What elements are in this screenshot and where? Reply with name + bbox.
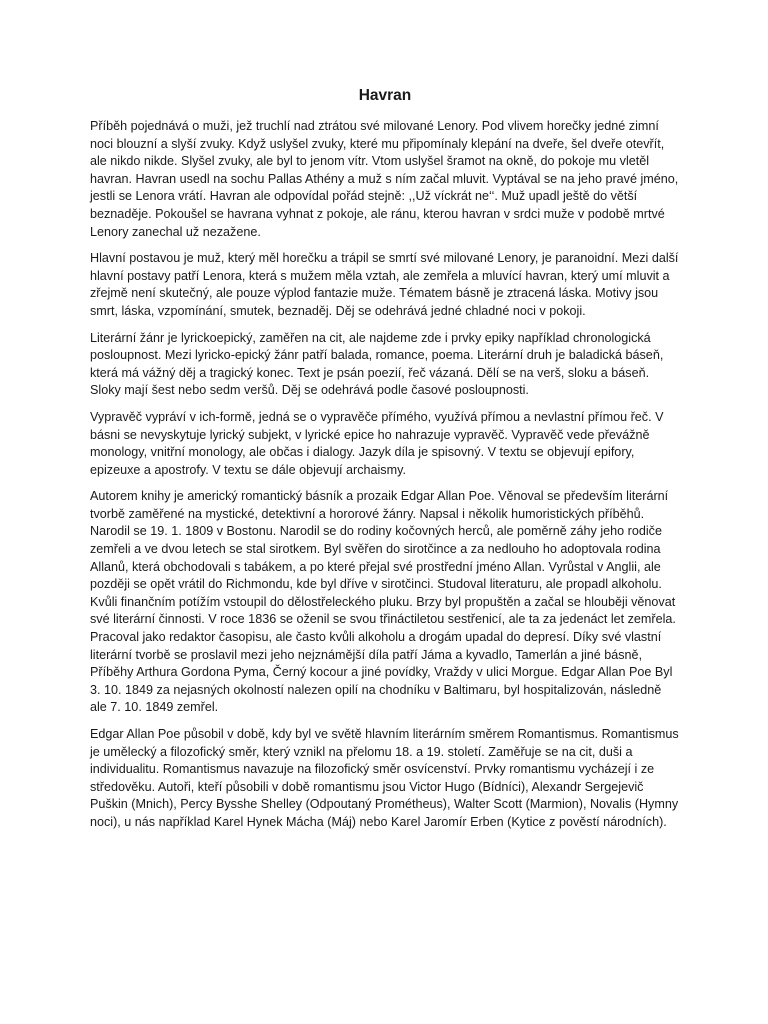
paragraph-characters: Hlavní postavou je muž, který měl horečku a trápil se smrtí své milované Lenory, je paranoidní. Mezi další hlavní postavy patří Lenora, která s mužem měla vztah, ale zemřela a mluvící havran, který umí mluvit a zřejmě není skutečný, ale pouze výplod fantazie muže. Tématem básně je ztracená láska. Motivy jsou smrt, láska, vzpomínání, smutek, beznaděj. Děj se odehrává jedné chladné noci v pokoji.: [90, 251, 679, 318]
document-page: [90, 86, 680, 841]
paragraph-author: Autorem knihy je americký romantický básník a prozaik Edgar Allan Poe. Věnoval se především literární tvorbě zaměřené na mystické, detektivní a hororové žánry. Napsal i několik humoristických příběhů. Narodil se 19. 1. 1809 v Bostonu. Narodil se do rodiny kočovných herců, ale poměrně záhy jeho rodiče zemřeli a ve dvou letech se stal sirotkem. Byl svěřen do sirotčince a za nedlouho ho adoptovala rodina Allanů, která obchodovali s tabákem, a po které přejal své prostřední jméno Allan. Vyrůstal v Anglii, ale později se opět vrátil do Richmondu, kde byl dříve v sirotčinci. Studoval literaturu, ale propadl alkoholu. Kvůli finančním potížím vstoupil do dělostřeleckého pluku. Brzy byl propuštěn a začal se hlouběji věnovat své literární činnosti. V roce 1836 se oženil se svou třináctiletou sestřenicí, ale ta za jedenáct let zemřela. Pracoval jako redaktor časopisu, ale často kvůli alkoholu a drogám upadal do depresí. Díky své vlastní literární tvorbě se proslavil mezi jeho nejznámější díla patří Jáma a kyvadlo, Tamerlán a jiné básně, Příběhy Arthura Gordona Pyma, Černý kocour a jiné povídky, Vraždy v ulici Morgue. Edgar Allan Poe Byl 3. 10. 1849 za nejasných okolností nalezen opilí na chodníku v Baltimaru, byl hospitalizován, následně ale 7. 10. 1849 zemřel.: [90, 489, 676, 715]
document-title: Havran: [358, 87, 412, 104]
paragraph-romanticism: Edgar Allan Poe působil v době, kdy byl ve světě hlavním literárním směrem Romantismus. Romantismus je umělecký a filozofický směr, který vznikl na přelomu 18. a 19. století. Zaměřuje se na cit, duši a individualitu. Romantismus navazuje na filozofický směr osvícenství. Prvky romantismu vycházejí i ze středověku. Autoři, kteří působili v době romantismu jsou Victor Hugo (Bídníci), Alexandr Sergejevič Puškin (Mnich), Percy Bysshe Shelley (Odpoutaný Prométheus), Walter Scott (Marmion), Novalis (Hymny noci), u nás například Karel Hynek Mácha (Máj) nebo Karel Jaromír Erben (Kytice z pověstí národních).: [90, 727, 679, 829]
paragraph-narrator: Vypravěč vypráví v ich-formě, jedná se o vypravěče přímého, využívá přímou a nevlastní přímou řeč. V básni se nevyskytuje lyrický subjekt, v lyrické epice ho nahrazuje vypravěč. Vypravěč vede převážně monology, vnitřní monology, ale občas i dialogy. Jazyk díla je spisovný. V textu se objevují epifory, epizeuxe a apostrofy. V textu se dále objevují archaismy.: [90, 409, 664, 477]
paragraph-plot: Příběh pojednává o muži, jež truchlí nad ztrátou své milované Lenory. Pod vlivem horečky jedné zimní noci blouzní a slyší zvuky. Když uslyšel zvuky, které mu připomínaly klepání na dveře, šel dveře otevřít, ale nikdo nikde. Slyšel zvuky, ale byl to jenom vítr. Vtom uslyšel šramot na okně, do pokoje mu vletěl havran. Havran usedl na sochu Pallas Athény a muž s ním začal mluvit. Vyptával se na jeho pravé jméno, jestli se Lenora vrátí. Havran ale odpovídal pořád stejně: ,,Už víckrát ne‘‘. Muž upadl ještě do větší beznaděje. Pokoušel se havrana vyhnat z pokoje, ale ránu, kterou havran v srdci muže v podobě mrtvé Lenory zanechal už nezažene.: [90, 119, 679, 239]
paragraph-genre: Literární žánr je lyrickoepický, zaměřen na cit, ale najdeme zde i prvky epiky například chronologická posloupnost. Mezi lyricko-epický žánr patří balada, romance, poema. Literární druh je baladická báseň, která má vážný děj a tragický konec. Text je psán poezií, řeč vázaná. Dělí se na verš, sloku a báseň. Sloky mají šest nebo sedm veršů. Děj se odehrává podle časové posloupnosti.: [90, 330, 664, 398]
